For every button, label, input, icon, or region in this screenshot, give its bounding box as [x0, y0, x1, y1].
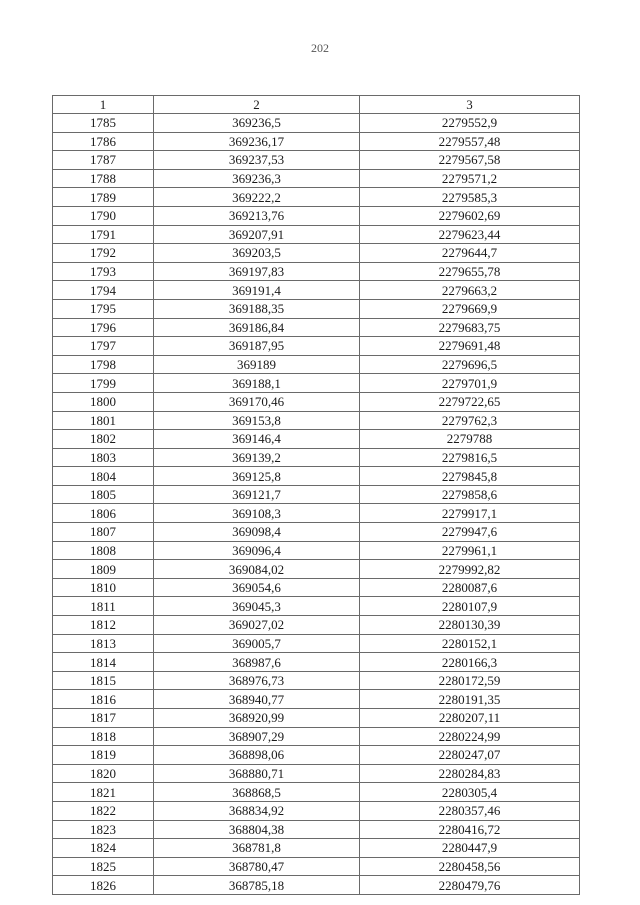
x-coordinate-cell: 369125,8	[154, 467, 360, 486]
table-body	[53, 114, 580, 895]
point-number-cell: 1812	[53, 616, 154, 635]
table-row	[53, 411, 580, 430]
x-coordinate-cell: 369098,4	[154, 523, 360, 542]
x-coordinate-cell: 369187,95	[154, 337, 360, 356]
x-coordinate-cell: 368987,6	[154, 653, 360, 672]
x-coordinate-cell: 369189	[154, 355, 360, 374]
table-row	[53, 430, 580, 449]
y-coordinate-cell: 2279602,69	[360, 206, 580, 225]
point-number-cell: 1811	[53, 597, 154, 616]
y-coordinate-cell: 2279722,65	[360, 392, 580, 411]
x-coordinate-cell: 369236,17	[154, 132, 360, 151]
point-number-cell: 1804	[53, 467, 154, 486]
table-row	[53, 485, 580, 504]
point-number-cell: 1822	[53, 801, 154, 820]
point-number-cell: 1819	[53, 746, 154, 765]
x-coordinate-cell: 369045,3	[154, 597, 360, 616]
table-row	[53, 764, 580, 783]
point-number-cell: 1796	[53, 318, 154, 337]
column-header-1: 1	[53, 96, 154, 114]
x-coordinate-cell: 368785,18	[154, 876, 360, 895]
x-coordinate-cell: 369203,5	[154, 244, 360, 263]
x-coordinate-cell: 369121,7	[154, 485, 360, 504]
y-coordinate-cell: 2280479,76	[360, 876, 580, 895]
point-number-cell: 1806	[53, 504, 154, 523]
x-coordinate-cell: 369197,83	[154, 262, 360, 281]
coordinates-table	[52, 95, 580, 895]
x-coordinate-cell: 369207,91	[154, 225, 360, 244]
point-number-cell: 1826	[53, 876, 154, 895]
table-row	[53, 746, 580, 765]
x-coordinate-cell: 368781,8	[154, 839, 360, 858]
point-number-cell: 1789	[53, 188, 154, 207]
y-coordinate-cell: 2280107,9	[360, 597, 580, 616]
y-coordinate-cell: 2279557,48	[360, 132, 580, 151]
point-number-cell: 1798	[53, 355, 154, 374]
y-coordinate-cell: 2280191,35	[360, 690, 580, 709]
y-coordinate-cell: 2279845,8	[360, 467, 580, 486]
table-row	[53, 876, 580, 895]
y-coordinate-cell: 2279701,9	[360, 374, 580, 393]
point-number-cell: 1809	[53, 560, 154, 579]
y-coordinate-cell: 2279571,2	[360, 169, 580, 188]
x-coordinate-cell: 369084,02	[154, 560, 360, 579]
table-row	[53, 169, 580, 188]
x-coordinate-cell: 368976,73	[154, 671, 360, 690]
x-coordinate-cell: 368940,77	[154, 690, 360, 709]
y-coordinate-cell: 2280458,56	[360, 857, 580, 876]
page-number: 202	[311, 41, 329, 55]
x-coordinate-cell: 368920,99	[154, 709, 360, 728]
y-coordinate-cell: 2280207,11	[360, 709, 580, 728]
y-coordinate-cell: 2280166,3	[360, 653, 580, 672]
table-header	[53, 96, 580, 114]
y-coordinate-cell: 2279992,82	[360, 560, 580, 579]
y-coordinate-cell: 2279816,5	[360, 448, 580, 467]
y-coordinate-cell: 2280172,59	[360, 671, 580, 690]
table-row	[53, 578, 580, 597]
x-coordinate-cell: 369188,35	[154, 299, 360, 318]
x-coordinate-cell: 369005,7	[154, 634, 360, 653]
table-row	[53, 671, 580, 690]
point-number-cell: 1785	[53, 114, 154, 133]
y-coordinate-cell: 2279669,9	[360, 299, 580, 318]
point-number-cell: 1803	[53, 448, 154, 467]
y-coordinate-cell: 2279683,75	[360, 318, 580, 337]
y-coordinate-cell: 2279663,2	[360, 281, 580, 300]
point-number-cell: 1825	[53, 857, 154, 876]
point-number-cell: 1805	[53, 485, 154, 504]
table-row	[53, 634, 580, 653]
point-number-cell: 1815	[53, 671, 154, 690]
point-number-cell: 1788	[53, 169, 154, 188]
y-coordinate-cell: 2279961,1	[360, 541, 580, 560]
y-coordinate-cell: 2280247,07	[360, 746, 580, 765]
x-coordinate-cell: 369186,84	[154, 318, 360, 337]
column-header-3: 3	[360, 96, 580, 114]
x-coordinate-cell: 369027,02	[154, 616, 360, 635]
point-number-cell: 1824	[53, 839, 154, 858]
point-number-cell: 1790	[53, 206, 154, 225]
y-coordinate-cell: 2280447,9	[360, 839, 580, 858]
x-coordinate-cell: 368804,38	[154, 820, 360, 839]
table-row	[53, 597, 580, 616]
y-coordinate-cell: 2280152,1	[360, 634, 580, 653]
table-row	[53, 225, 580, 244]
table-row	[53, 709, 580, 728]
table-row	[53, 783, 580, 802]
x-coordinate-cell: 369237,53	[154, 151, 360, 170]
table-row	[53, 318, 580, 337]
table-row	[53, 801, 580, 820]
x-coordinate-cell: 369139,2	[154, 448, 360, 467]
point-number-cell: 1818	[53, 727, 154, 746]
point-number-cell: 1817	[53, 709, 154, 728]
table-row	[53, 206, 580, 225]
table-row	[53, 355, 580, 374]
table-row	[53, 467, 580, 486]
point-number-cell: 1797	[53, 337, 154, 356]
point-number-cell: 1813	[53, 634, 154, 653]
point-number-cell: 1823	[53, 820, 154, 839]
table-row	[53, 244, 580, 263]
table-row	[53, 690, 580, 709]
y-coordinate-cell: 2279644,7	[360, 244, 580, 263]
y-coordinate-cell: 2280130,39	[360, 616, 580, 635]
y-coordinate-cell: 2280087,6	[360, 578, 580, 597]
y-coordinate-cell: 2280416,72	[360, 820, 580, 839]
table-row	[53, 523, 580, 542]
table-row	[53, 392, 580, 411]
y-coordinate-cell: 2279585,3	[360, 188, 580, 207]
y-coordinate-cell: 2279947,6	[360, 523, 580, 542]
x-coordinate-cell: 369146,4	[154, 430, 360, 449]
point-number-cell: 1810	[53, 578, 154, 597]
x-coordinate-cell: 369222,2	[154, 188, 360, 207]
y-coordinate-cell: 2279655,78	[360, 262, 580, 281]
y-coordinate-cell: 2279762,3	[360, 411, 580, 430]
x-coordinate-cell: 369108,3	[154, 504, 360, 523]
table-row	[53, 653, 580, 672]
point-number-cell: 1802	[53, 430, 154, 449]
y-coordinate-cell: 2279552,9	[360, 114, 580, 133]
x-coordinate-cell: 368834,92	[154, 801, 360, 820]
x-coordinate-cell: 368868,5	[154, 783, 360, 802]
point-number-cell: 1808	[53, 541, 154, 560]
point-number-cell: 1791	[53, 225, 154, 244]
x-coordinate-cell: 369236,5	[154, 114, 360, 133]
table-row	[53, 374, 580, 393]
x-coordinate-cell: 368880,71	[154, 764, 360, 783]
point-number-cell: 1807	[53, 523, 154, 542]
x-coordinate-cell: 369153,8	[154, 411, 360, 430]
y-coordinate-cell: 2279623,44	[360, 225, 580, 244]
point-number-cell: 1795	[53, 299, 154, 318]
table-row	[53, 616, 580, 635]
table-row	[53, 857, 580, 876]
x-coordinate-cell: 369191,4	[154, 281, 360, 300]
table-row	[53, 262, 580, 281]
y-coordinate-cell: 2279917,1	[360, 504, 580, 523]
point-number-cell: 1820	[53, 764, 154, 783]
table-row	[53, 504, 580, 523]
y-coordinate-cell: 2279567,58	[360, 151, 580, 170]
table-row	[53, 448, 580, 467]
table-row	[53, 337, 580, 356]
point-number-cell: 1814	[53, 653, 154, 672]
y-coordinate-cell: 2280305,4	[360, 783, 580, 802]
x-coordinate-cell: 369054,6	[154, 578, 360, 597]
y-coordinate-cell: 2280224,99	[360, 727, 580, 746]
point-number-cell: 1792	[53, 244, 154, 263]
table-row	[53, 299, 580, 318]
table-row	[53, 839, 580, 858]
table-row	[53, 114, 580, 133]
header-row	[53, 96, 580, 114]
point-number-cell: 1821	[53, 783, 154, 802]
x-coordinate-cell: 369188,1	[154, 374, 360, 393]
point-number-cell: 1816	[53, 690, 154, 709]
x-coordinate-cell: 368898,06	[154, 746, 360, 765]
column-header-2: 2	[154, 96, 360, 114]
point-number-cell: 1786	[53, 132, 154, 151]
table-row	[53, 560, 580, 579]
y-coordinate-cell: 2279858,6	[360, 485, 580, 504]
table-row	[53, 281, 580, 300]
y-coordinate-cell: 2280357,46	[360, 801, 580, 820]
point-number-cell: 1801	[53, 411, 154, 430]
y-coordinate-cell: 2279788	[360, 430, 580, 449]
x-coordinate-cell: 368907,29	[154, 727, 360, 746]
point-number-cell: 1799	[53, 374, 154, 393]
x-coordinate-cell: 368780,47	[154, 857, 360, 876]
y-coordinate-cell: 2280284,83	[360, 764, 580, 783]
x-coordinate-cell: 369213,76	[154, 206, 360, 225]
table-row	[53, 188, 580, 207]
point-number-cell: 1793	[53, 262, 154, 281]
y-coordinate-cell: 2279696,5	[360, 355, 580, 374]
table-row	[53, 820, 580, 839]
table-row	[53, 541, 580, 560]
point-number-cell: 1787	[53, 151, 154, 170]
table-row	[53, 151, 580, 170]
x-coordinate-cell: 369236,3	[154, 169, 360, 188]
x-coordinate-cell: 369096,4	[154, 541, 360, 560]
y-coordinate-cell: 2279691,48	[360, 337, 580, 356]
point-number-cell: 1794	[53, 281, 154, 300]
x-coordinate-cell: 369170,46	[154, 392, 360, 411]
point-number-cell: 1800	[53, 392, 154, 411]
table-row	[53, 132, 580, 151]
table-row	[53, 727, 580, 746]
